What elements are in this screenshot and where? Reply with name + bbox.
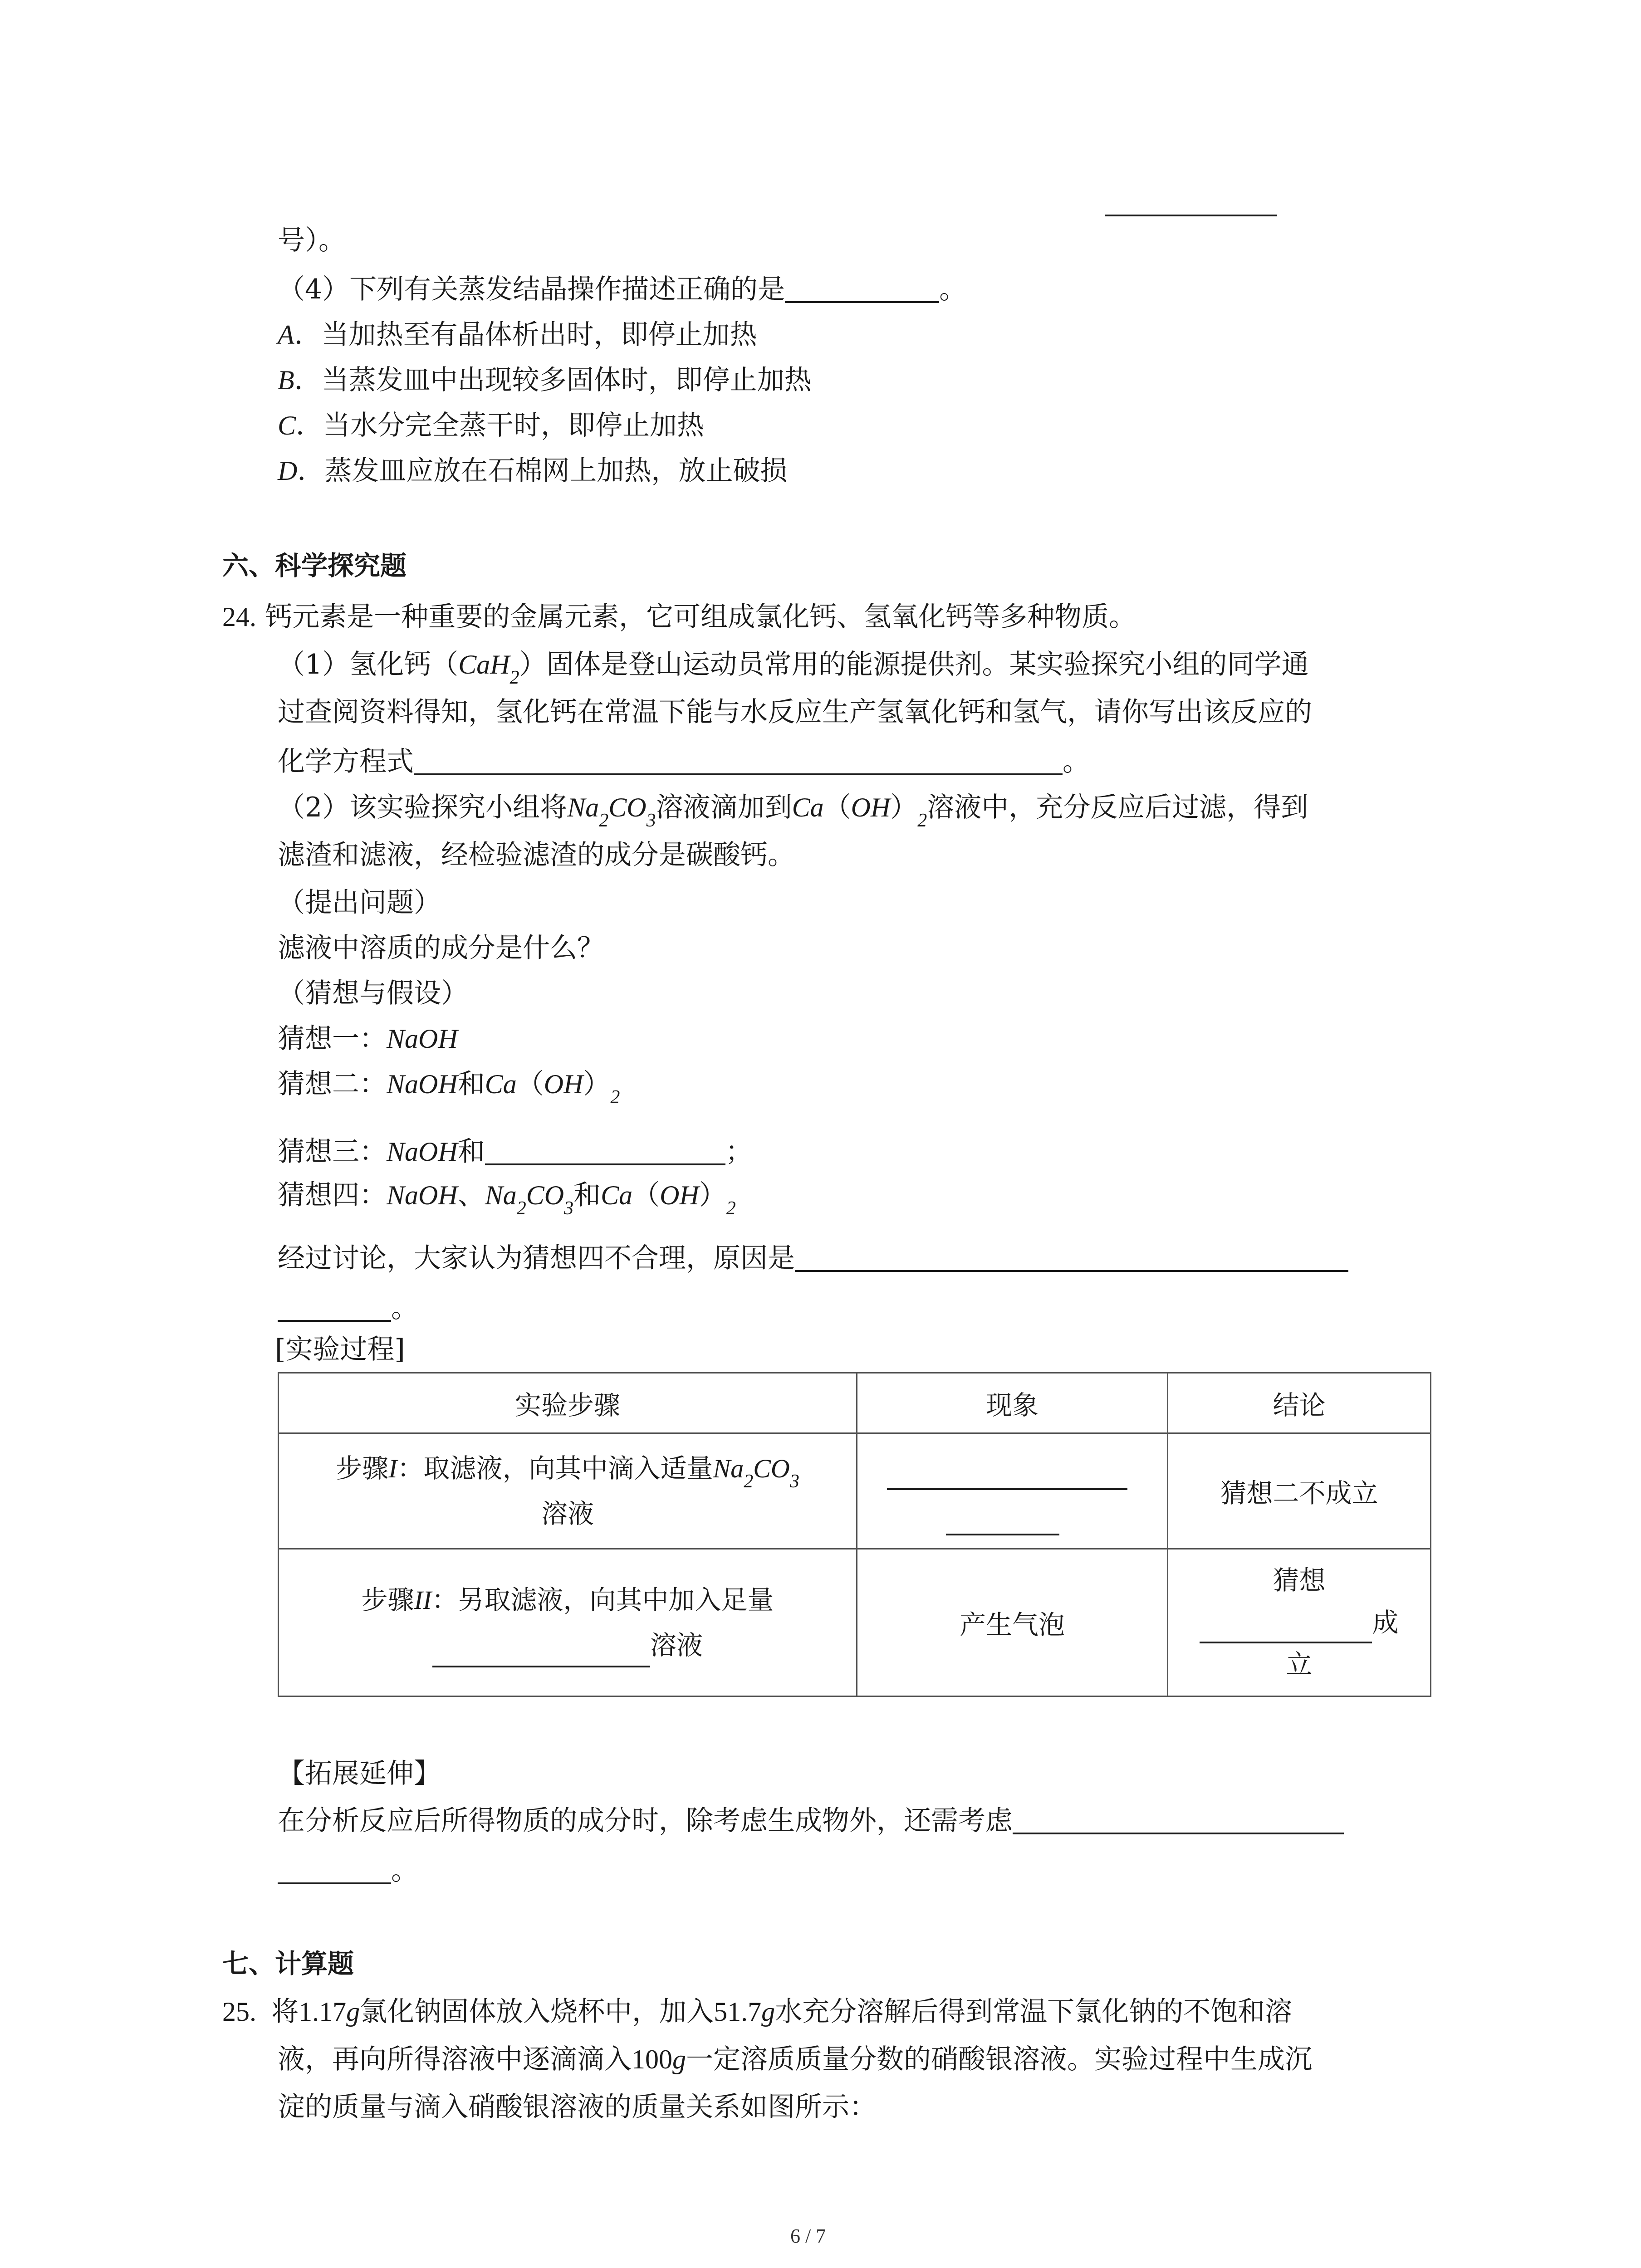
- answer-blank-phenomenon-1b[interactable]: [946, 1534, 1059, 1535]
- discussion: 经过讨论，大家认为猜想四不合理，原因是: [278, 1243, 1348, 1272]
- header-phenomenon: 现象: [857, 1373, 1168, 1433]
- experiment-table: [278, 1372, 1431, 1697]
- conclusion-2-cell: 猜想 成 立: [1168, 1549, 1431, 1696]
- q23-part4: （4）下列有关蒸发结晶操作描述正确的是 。: [278, 274, 967, 305]
- guess-1: 猜想一：NaOH: [278, 1023, 458, 1055]
- answer-blank-q23-4[interactable]: [785, 274, 939, 303]
- q25-line3: 淀的质量与滴入硝酸银溶液的质量关系如图所示：: [278, 2091, 877, 2123]
- answer-blank-reason-a[interactable]: [795, 1243, 1348, 1272]
- option-b: B．当蒸发皿中出现较多固体时，即停止加热: [278, 364, 812, 396]
- q24-part1-line1: （1）氢化钙（CaH$_2$）固体是登山运动员常用的能源提供剂。某实验探究小组的同学通: [278, 649, 1309, 688]
- q25-line2: 液，再向所得溶液中逐滴滴入100g一定溶质质量分数的硝酸银溶液。实验过程中生成沉: [278, 2043, 1312, 2075]
- answer-blank-conclusion-2[interactable]: [1200, 1614, 1372, 1643]
- answer-blank-reason-b[interactable]: [278, 1293, 391, 1322]
- section-7-title: 七、计算题: [222, 1948, 354, 1979]
- extension-text: 在分析反应后所得物质的成分时，除考虑生成物外，还需考虑: [278, 1805, 1344, 1834]
- header-conclusion: 结论: [1168, 1373, 1431, 1433]
- table-header-row: [279, 1373, 1431, 1433]
- q24-part2-line2: 滤渣和滤液，经检验滤渣的成分是碳酸钙。: [278, 839, 795, 871]
- ask-text: 滤液中溶质的成分是什么？: [278, 932, 604, 964]
- discussion-cont: 。: [278, 1293, 418, 1322]
- q24-part1-line2: 过查阅资料得知，氢化钙在常温下能与水反应生产氢氧化钙和氢气，请你写出该反应的: [278, 696, 1312, 728]
- header-step: 实验步骤: [279, 1373, 857, 1433]
- conclusion-1-cell: 猜想二不成立: [1168, 1433, 1431, 1549]
- q24-number: 24.: [222, 602, 256, 632]
- guess-3: 猜想三：NaOH和 ；: [278, 1136, 753, 1168]
- phenomenon-1-cell: [857, 1433, 1168, 1549]
- answer-blank-reagent[interactable]: [432, 1638, 650, 1667]
- answer-blank-top[interactable]: [1105, 215, 1277, 216]
- section-6-title: 六、科学探究题: [222, 550, 407, 581]
- answer-blank-extension-a[interactable]: [1013, 1805, 1344, 1834]
- option-a: A．当加热至有晶体析出时，即停止加热: [278, 319, 757, 351]
- process-heading: [实验过程]: [275, 1334, 405, 1365]
- page-number: 6 / 7: [790, 2225, 826, 2247]
- table-row-1: [279, 1433, 1431, 1549]
- guess-heading: （猜想与假设）: [278, 978, 468, 1009]
- q25-line1: 25. 将1.17g氯化钠固体放入烧杯中，加入51.7g水充分溶解后得到常温下氯化钠的不饱和溶: [222, 1996, 1293, 2028]
- phenomenon-2-cell: 产生气泡: [857, 1549, 1168, 1696]
- step-2-cell: 步骤II：另取滤液，向其中加入足量 溶液: [279, 1549, 857, 1696]
- q24-stem: 24. 钙元素是一种重要的金属元素，它可组成氯化钙、氢氧化钙等多种物质。: [222, 601, 1136, 633]
- extension-cont: 。: [278, 1855, 418, 1884]
- q25-number: 25.: [222, 1997, 256, 2027]
- answer-blank-phenomenon-1a[interactable]: [887, 1488, 1127, 1490]
- option-c: C．当水分完全蒸干时，即停止加热: [278, 410, 705, 441]
- table-row-2: [279, 1549, 1431, 1696]
- guess-4: 猜想四：NaOH、$Na_2CO_3$和$Ca(OH)_2$: [278, 1179, 736, 1219]
- answer-blank-extension-b[interactable]: [278, 1855, 391, 1884]
- step-1-cell: 步骤I：取滤液，向其中滴入适量$Na_2CO_3$ 溶液: [279, 1433, 857, 1549]
- option-d: D．蒸发皿应放在石棉网上加热，放止破损: [278, 455, 788, 487]
- answer-blank-guess-3[interactable]: [485, 1136, 725, 1165]
- q23-part4-text: （4）下列有关蒸发结晶操作描述正确的是: [278, 274, 785, 305]
- q24-part1-line3: 化学方程式 。: [278, 746, 1090, 777]
- extension-heading: 【拓展延伸】: [278, 1758, 441, 1789]
- ask-heading: （提出问题）: [278, 887, 441, 919]
- q23-fragment: 号）。: [278, 225, 346, 256]
- guess-2: 猜想二：NaOH和$Ca(OH)_2$: [278, 1068, 620, 1108]
- answer-blank-equation[interactable]: [414, 746, 1063, 775]
- q24-part2-line1: （2）该实验探究小组将$Na_2CO_3$溶液滴加到$Ca(OH)_2$溶液中，充分反应后过滤，得到: [278, 792, 1308, 831]
